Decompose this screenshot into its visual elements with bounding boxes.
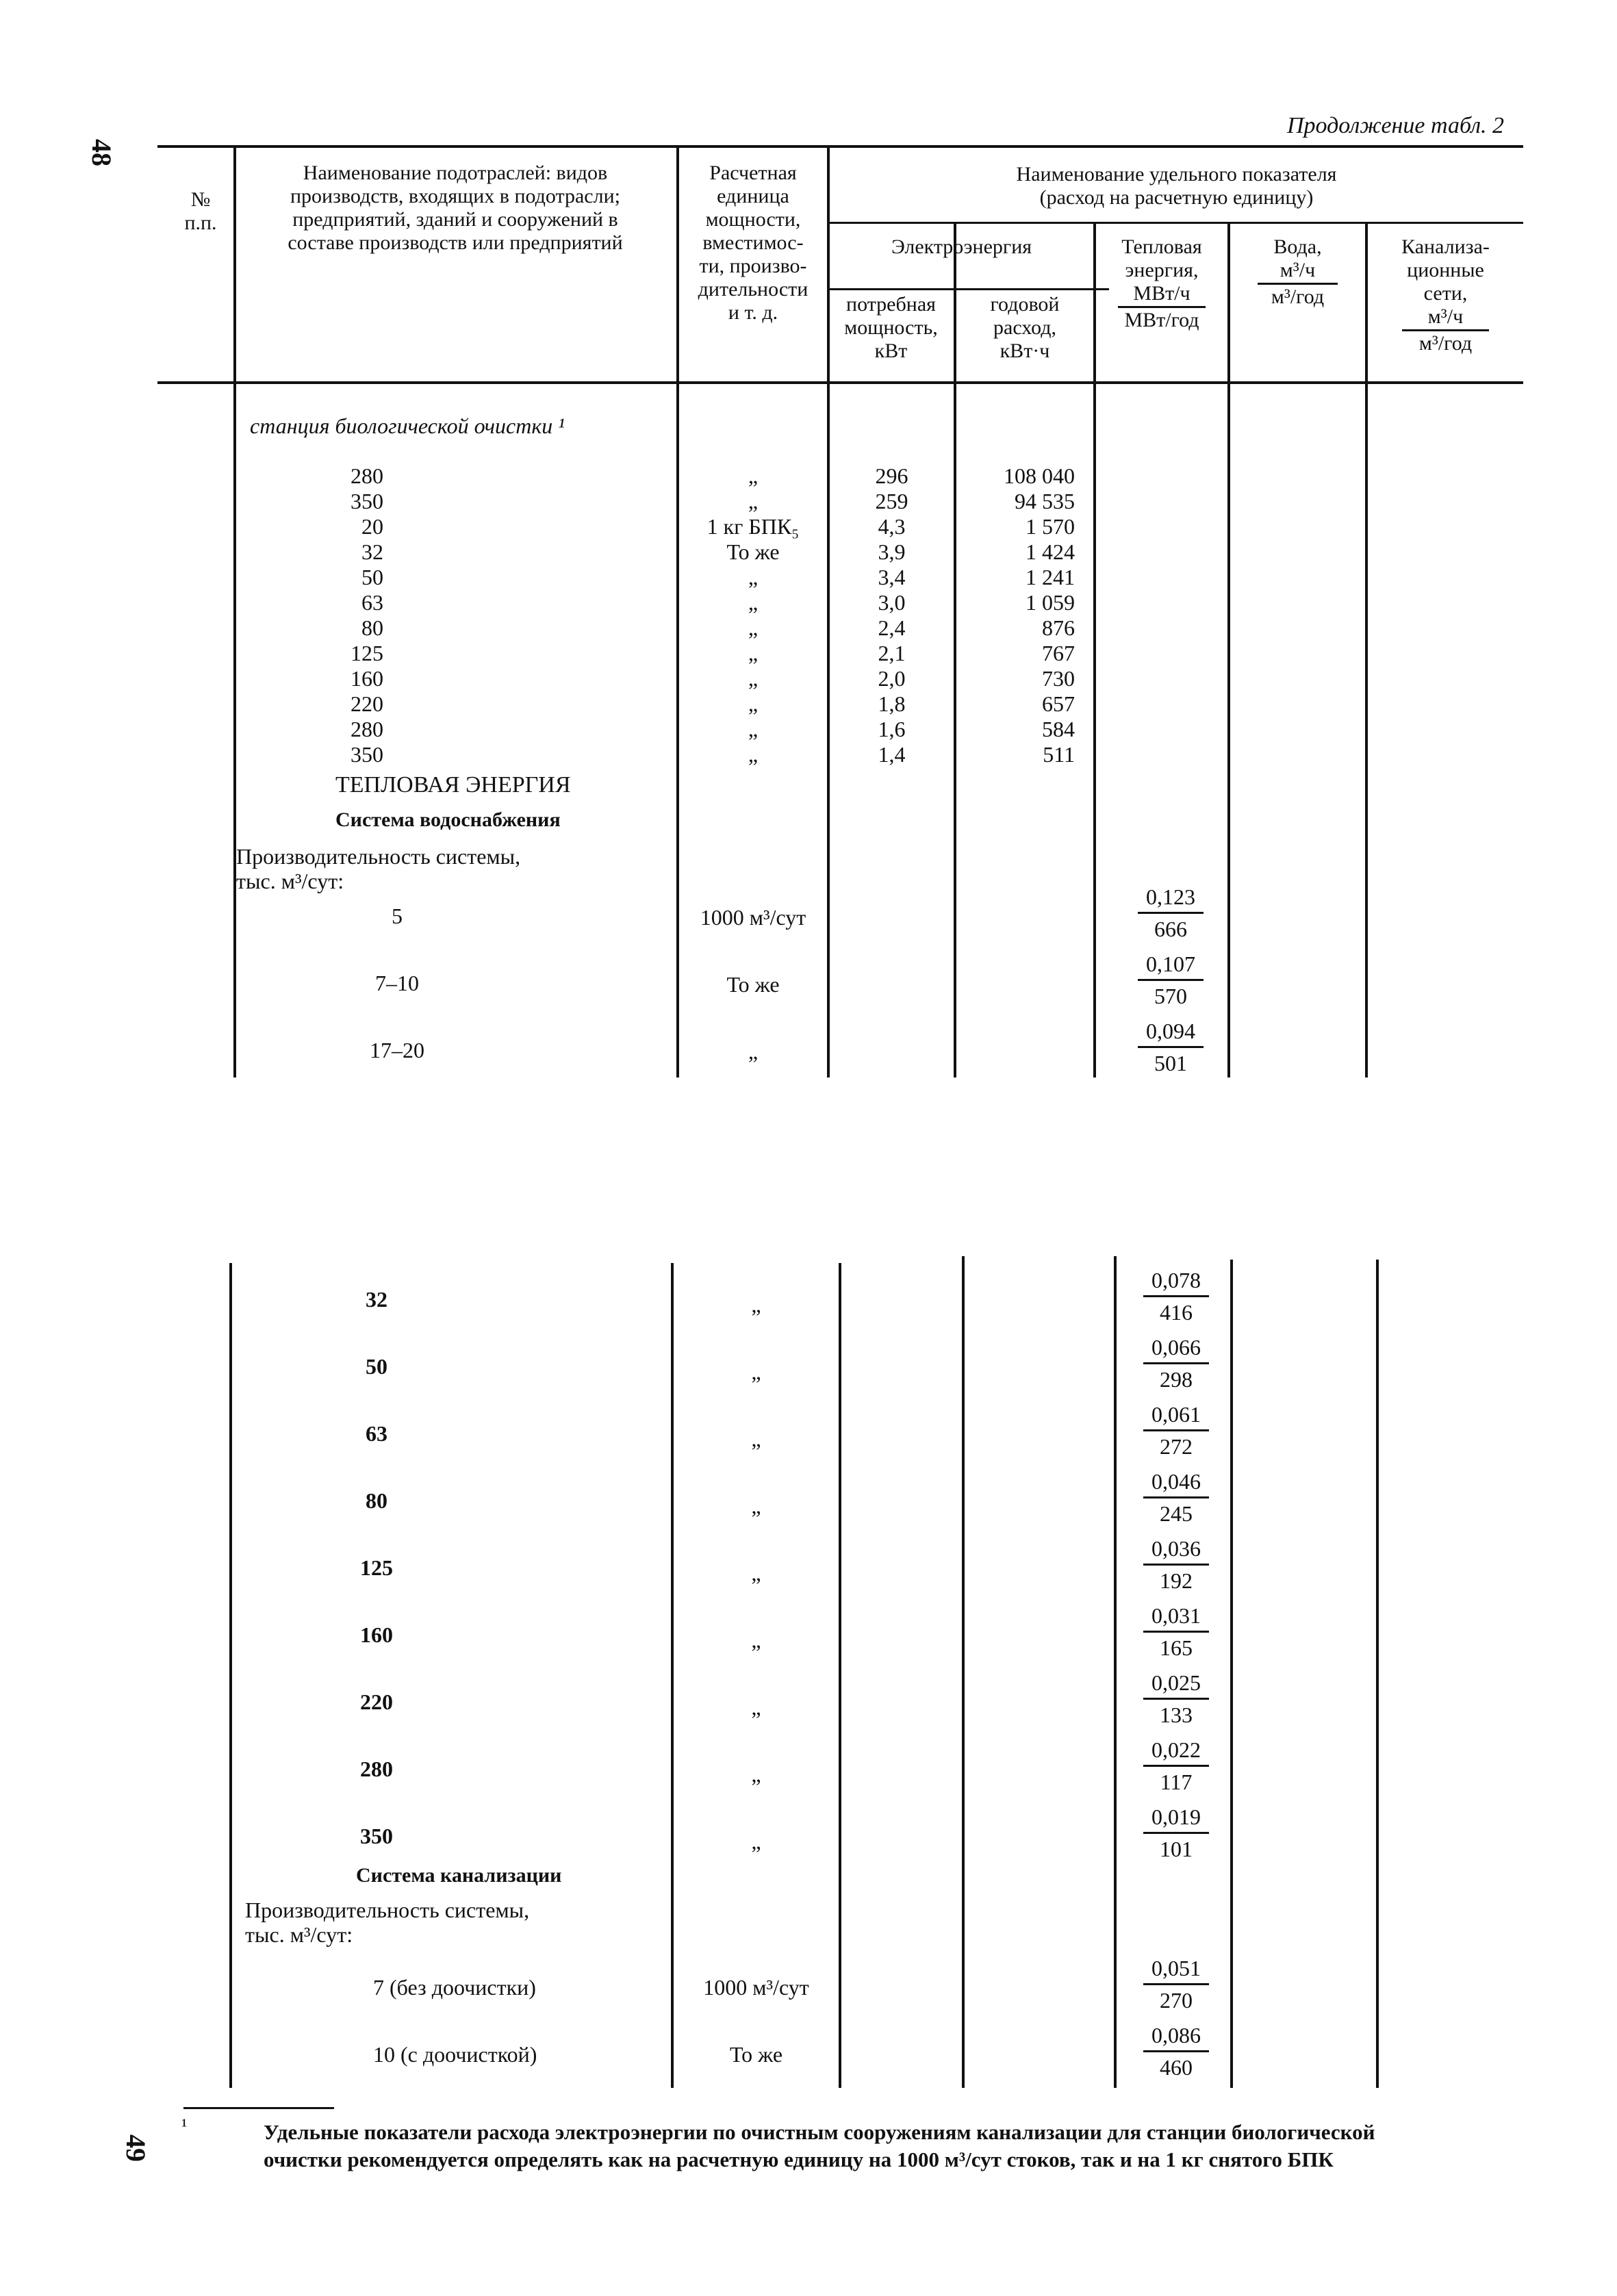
row-unit: То же: [726, 539, 780, 564]
b-col-line-5: [1114, 1256, 1117, 2088]
row-unit: „: [748, 615, 759, 640]
fraction-numerator: 0,036: [1151, 1536, 1201, 1561]
heat-row-capacity: 63: [366, 1421, 387, 1446]
header-water: Вода, м³/ч м³/год: [1230, 235, 1365, 309]
fraction-numerator: 0,094: [1146, 1019, 1195, 1043]
fraction-denominator: 270: [1160, 1988, 1193, 2013]
heat-row-capacity: 160: [360, 1622, 393, 1647]
row-unit: „: [748, 742, 759, 767]
page-number-top: 48: [86, 139, 117, 166]
row-unit: „: [748, 717, 759, 741]
fraction-denominator: 501: [1154, 1051, 1187, 1075]
fraction-bar: [1143, 1496, 1209, 1498]
row-capacity: 350: [351, 742, 383, 767]
row-annual: 730: [1042, 666, 1075, 691]
row-annual: 1 570: [1026, 514, 1075, 539]
row-capacity: 125: [351, 641, 383, 665]
heat-value-fraction: [1143, 1266, 1209, 1326]
fraction-denominator: 133: [1160, 1702, 1193, 1727]
fraction-denominator: 298: [1160, 1367, 1193, 1392]
heat-value-fraction: [1138, 883, 1204, 943]
fraction-bar: [1143, 1429, 1209, 1431]
fraction-bar: [1143, 1362, 1209, 1364]
fraction-bar: [1143, 1983, 1209, 1985]
header-name: Наименование подотраслей: видов производств, входящих в подотрасли; предприятий, зданий и сооружений в составе производств или предприятий: [288, 162, 623, 254]
water-system-title: Система водоснабжения: [335, 808, 561, 831]
table-top-rule: [157, 145, 1523, 148]
row-annual: 1 424: [1026, 539, 1075, 564]
b-col-line-1: [229, 1263, 232, 2088]
fraction-bar: [1143, 1698, 1209, 1700]
header-sewer: Канализа- ционные сети, м³/ч м³/год: [1401, 235, 1490, 355]
heat-row-capacity: 125: [360, 1555, 393, 1580]
fraction-numerator: 0,019: [1151, 1804, 1201, 1829]
header-unit: Расчетная единица мощности, вместимос- ти, произво- дительности и т. д.: [698, 162, 808, 324]
heat-value-fraction: [1138, 950, 1204, 1010]
row-annual: 1 059: [1026, 590, 1075, 615]
heat-value-fraction: [1143, 1401, 1209, 1460]
heat-value-fraction: [1143, 1334, 1209, 1393]
row-capacity: 80: [361, 615, 383, 640]
fraction-bar: [1143, 2050, 1209, 2052]
heat-value-fraction: [1143, 1669, 1209, 1729]
fraction-numerator: 0,046: [1151, 1469, 1201, 1494]
heat-energy-title: ТЕПЛОВАЯ ЭНЕРГИЯ: [335, 772, 571, 798]
row-unit: „: [748, 691, 759, 716]
fraction-bar: [1138, 979, 1204, 981]
row-capacity: 280: [351, 463, 383, 488]
heat-row-capacity: 220: [360, 1689, 393, 1714]
fraction-denominator: 272: [1160, 1434, 1193, 1459]
page-number-bottom: 49: [120, 2134, 151, 2162]
header-indicator: Наименование удельного показателя (расход на расчетную единицу): [1016, 163, 1337, 209]
section-bio-station: станция биологической очистки ¹: [250, 413, 565, 438]
heat-row-unit: „: [748, 1039, 759, 1064]
row-power: 2,0: [878, 666, 906, 691]
row-annual: 657: [1042, 691, 1075, 716]
row-capacity: 280: [351, 717, 383, 741]
col-line-1: [233, 145, 236, 1077]
sewer-system-title: Система канализации: [356, 1864, 562, 1887]
header-heat: Тепловая энергия, МВт/ч МВт/год: [1096, 235, 1227, 332]
heat-row-capacity: 7–10: [375, 971, 419, 995]
row-annual: 94 535: [1015, 489, 1075, 513]
fraction-numerator: 0,066: [1151, 1335, 1201, 1360]
row-capacity: 20: [361, 514, 383, 539]
sewer-row-capacity: 10 (с доочисткой): [373, 2042, 537, 2067]
row-capacity: 220: [351, 691, 383, 716]
row-power: 1,4: [878, 742, 906, 767]
row-unit: „: [748, 666, 759, 691]
heat-row-capacity: 50: [366, 1354, 387, 1379]
footnote-rule: [183, 2107, 334, 2109]
heat-row-unit: „: [751, 1292, 761, 1317]
heat-row-capacity: 280: [360, 1757, 393, 1781]
heat-row-unit: „: [751, 1829, 761, 1854]
fraction-denominator: 666: [1154, 917, 1187, 941]
row-power: 3,0: [878, 590, 906, 615]
row-unit: „: [748, 641, 759, 665]
heat-row-capacity: 80: [366, 1488, 387, 1513]
fraction-numerator: 0,078: [1151, 1268, 1201, 1292]
row-annual: 584: [1042, 717, 1075, 741]
fraction-numerator: 0,123: [1146, 884, 1195, 909]
row-annual: 511: [1043, 742, 1075, 767]
fraction-numerator: 0,031: [1151, 1603, 1201, 1628]
heat-row-unit: „: [751, 1762, 761, 1787]
capacity-label-top: Производительность системы, тыс. м³/сут:: [236, 844, 521, 893]
heat-value-fraction: [1143, 1535, 1209, 1594]
heat-row-unit: 1000 м³/сут: [700, 905, 806, 930]
row-power: 1,6: [878, 717, 906, 741]
fraction-denominator: 117: [1160, 1770, 1193, 1794]
fraction-bar: [1143, 1295, 1209, 1297]
fraction-numerator: 0,051: [1151, 1956, 1201, 1980]
header-num: № п.п.: [184, 188, 217, 234]
row-power: 2,4: [878, 615, 906, 640]
fraction-bar: [1143, 1832, 1209, 1834]
row-power: 2,1: [878, 641, 906, 665]
fraction-bar: [1138, 912, 1204, 914]
row-power: 296: [875, 463, 908, 488]
b-col-line-4: [962, 1256, 965, 2088]
row-capacity: 50: [361, 565, 383, 589]
row-capacity: 32: [361, 539, 383, 564]
header-electro: Электроэнергия: [891, 235, 1032, 258]
row-annual: 108 040: [1004, 463, 1075, 488]
heat-value-fraction: [1138, 1017, 1204, 1077]
sewer-value-fraction: [1143, 2021, 1209, 2081]
header-power: потребная мощность, кВт: [844, 293, 938, 362]
fraction-denominator: 192: [1160, 1568, 1193, 1593]
heat-row-capacity: 17–20: [370, 1038, 424, 1062]
b-col-line-3: [839, 1263, 841, 2088]
header-bottom-rule: [157, 381, 1523, 384]
row-capacity: 160: [351, 666, 383, 691]
fraction-bar: [1138, 1046, 1204, 1048]
row-annual: 767: [1042, 641, 1075, 665]
row-unit: „: [748, 463, 759, 488]
row-power: 1,8: [878, 691, 906, 716]
sewer-row-unit: 1000 м³/сут: [703, 1975, 809, 2000]
row-power: 4,3: [878, 514, 906, 539]
header-annual: годовой расход, кВт·ч: [990, 293, 1060, 362]
row-annual: 1 241: [1026, 565, 1075, 589]
row-unit: 1 кг БПК₅: [706, 514, 800, 539]
fraction-numerator: 0,022: [1151, 1737, 1201, 1762]
row-power: 3,9: [878, 539, 906, 564]
heat-value-fraction: [1143, 1736, 1209, 1796]
row-power: 3,4: [878, 565, 906, 589]
continuation-label: Продолжение табл. 2: [1287, 113, 1505, 138]
row-capacity: 63: [361, 590, 383, 615]
fraction-denominator: 570: [1154, 984, 1187, 1008]
fraction-denominator: 165: [1160, 1635, 1193, 1660]
fraction-numerator: 0,086: [1151, 2023, 1201, 2048]
fraction-numerator: 0,107: [1146, 952, 1195, 976]
heat-value-fraction: [1143, 1602, 1209, 1661]
row-annual: 876: [1042, 615, 1075, 640]
col-line-5: [1093, 222, 1096, 1077]
sewer-row-unit: То же: [729, 2042, 783, 2067]
heat-row-capacity: 5: [392, 904, 403, 928]
b-col-line-7: [1376, 1260, 1379, 2088]
fraction-denominator: 460: [1160, 2055, 1193, 2080]
row-unit: „: [748, 489, 759, 513]
heat-row-unit: „: [751, 1628, 761, 1653]
heat-value-fraction: [1143, 1468, 1209, 1527]
heat-row-unit: „: [751, 1695, 761, 1720]
fraction-bar: [1143, 1631, 1209, 1633]
row-unit: „: [748, 565, 759, 589]
fraction-denominator: 101: [1160, 1837, 1193, 1861]
heat-row-unit: „: [751, 1561, 761, 1585]
row-unit: „: [748, 590, 759, 615]
heat-row-capacity: 350: [360, 1824, 393, 1848]
fraction-numerator: 0,025: [1151, 1670, 1201, 1695]
sewer-value-fraction: [1143, 1954, 1209, 2014]
heat-value-fraction: [1143, 1803, 1209, 1863]
b-col-line-2: [671, 1263, 674, 2088]
electro-rule: [827, 288, 1109, 290]
col-line-6: [1227, 222, 1230, 1077]
fraction-denominator: 245: [1160, 1501, 1193, 1526]
footnote-mark: ¹: [181, 2115, 188, 2136]
sewer-row-capacity: 7 (без доочистки): [373, 1975, 536, 2000]
heat-row-unit: „: [751, 1427, 761, 1451]
row-capacity: 350: [351, 489, 383, 513]
fraction-bar: [1143, 1564, 1209, 1566]
heat-row-unit: То же: [726, 972, 780, 997]
indicator-rule: [827, 222, 1523, 224]
heat-row-unit: „: [751, 1360, 761, 1384]
row-power: 259: [875, 489, 908, 513]
fraction-numerator: 0,061: [1151, 1402, 1201, 1427]
heat-row-capacity: 32: [366, 1287, 387, 1312]
b-col-line-6: [1230, 1260, 1233, 2088]
heat-row-unit: „: [751, 1494, 761, 1518]
fraction-denominator: 416: [1160, 1300, 1193, 1325]
footnote-text: Удельные показатели расхода электроэнергии по очистным сооружениям канализации для станции биологической очистки рекомендуется определять как на расчетную единицу на 1000 м³/сут стоков, так и на 1 кг снятого БПК: [264, 2120, 1375, 2171]
capacity-label-bottom: Производительность системы, тыс. м³/сут:: [245, 1898, 530, 1947]
fraction-bar: [1143, 1765, 1209, 1767]
